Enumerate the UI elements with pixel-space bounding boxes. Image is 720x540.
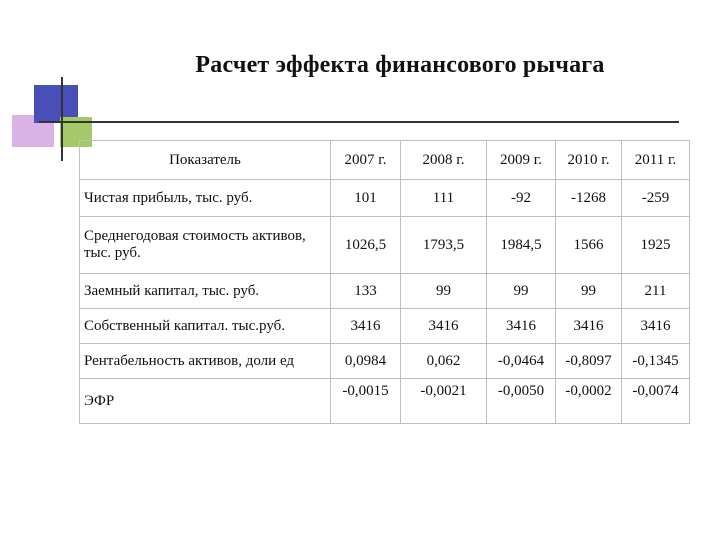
cell-value: 99 <box>556 274 622 309</box>
header-year: 2009 г. <box>487 141 556 180</box>
header-year: 2007 г. <box>331 141 401 180</box>
ornament-vertical-line <box>61 77 63 161</box>
table-row <box>80 274 690 309</box>
cell-value: -0,0015 <box>331 379 401 424</box>
cell-value: 211 <box>622 274 690 309</box>
cell-value: -0,0074 <box>622 379 690 424</box>
row-label: Заемный капитал, тыс. руб. <box>80 274 331 309</box>
cell-value: 111 <box>401 180 487 217</box>
row-label: Среднегодовая стоимость активов, тыс. руб. <box>80 217 331 274</box>
cell-value: -1268 <box>556 180 622 217</box>
cell-value: -0,0464 <box>487 344 556 379</box>
header-indicator: Показатель <box>80 141 331 180</box>
cell-value: 1793,5 <box>401 217 487 274</box>
slide-title: Расчет эффекта финансового рычага <box>195 52 605 78</box>
cell-value: 1925 <box>622 217 690 274</box>
cell-value: 1984,5 <box>487 217 556 274</box>
table-row <box>80 379 690 424</box>
cell-value: 3416 <box>401 309 487 344</box>
cell-value: 3416 <box>487 309 556 344</box>
table-row <box>80 217 690 274</box>
financial-leverage-table <box>79 140 690 424</box>
table-row <box>80 309 690 344</box>
table-row <box>80 344 690 379</box>
cell-value: 133 <box>331 274 401 309</box>
cell-value: 99 <box>401 274 487 309</box>
cell-value: 101 <box>331 180 401 217</box>
table-header-row <box>80 141 690 180</box>
header-year: 2010 г. <box>556 141 622 180</box>
cell-value: 99 <box>487 274 556 309</box>
cell-value: 0,0984 <box>331 344 401 379</box>
cell-value: -0,0002 <box>556 379 622 424</box>
row-label: Собственный капитал. тыс.руб. <box>80 309 331 344</box>
cell-value: 0,062 <box>401 344 487 379</box>
cell-value: -92 <box>487 180 556 217</box>
cell-value: -259 <box>622 180 690 217</box>
cell-value: 3416 <box>556 309 622 344</box>
cell-value: -0,0050 <box>487 379 556 424</box>
cell-value: 3416 <box>622 309 690 344</box>
row-label: Рентабельность активов, доли ед <box>80 344 331 379</box>
row-label: Чистая прибыль, тыс. руб. <box>80 180 331 217</box>
cell-value: -0,0021 <box>401 379 487 424</box>
header-year: 2011 г. <box>622 141 690 180</box>
cell-value: 3416 <box>331 309 401 344</box>
header-year: 2008 г. <box>401 141 487 180</box>
ornament-horizontal-line <box>39 121 679 123</box>
cell-value: -0,1345 <box>622 344 690 379</box>
cell-value: 1026,5 <box>331 217 401 274</box>
table-row <box>80 180 690 217</box>
cell-value: -0,8097 <box>556 344 622 379</box>
cell-value: 1566 <box>556 217 622 274</box>
row-label: ЭФР <box>80 379 331 424</box>
